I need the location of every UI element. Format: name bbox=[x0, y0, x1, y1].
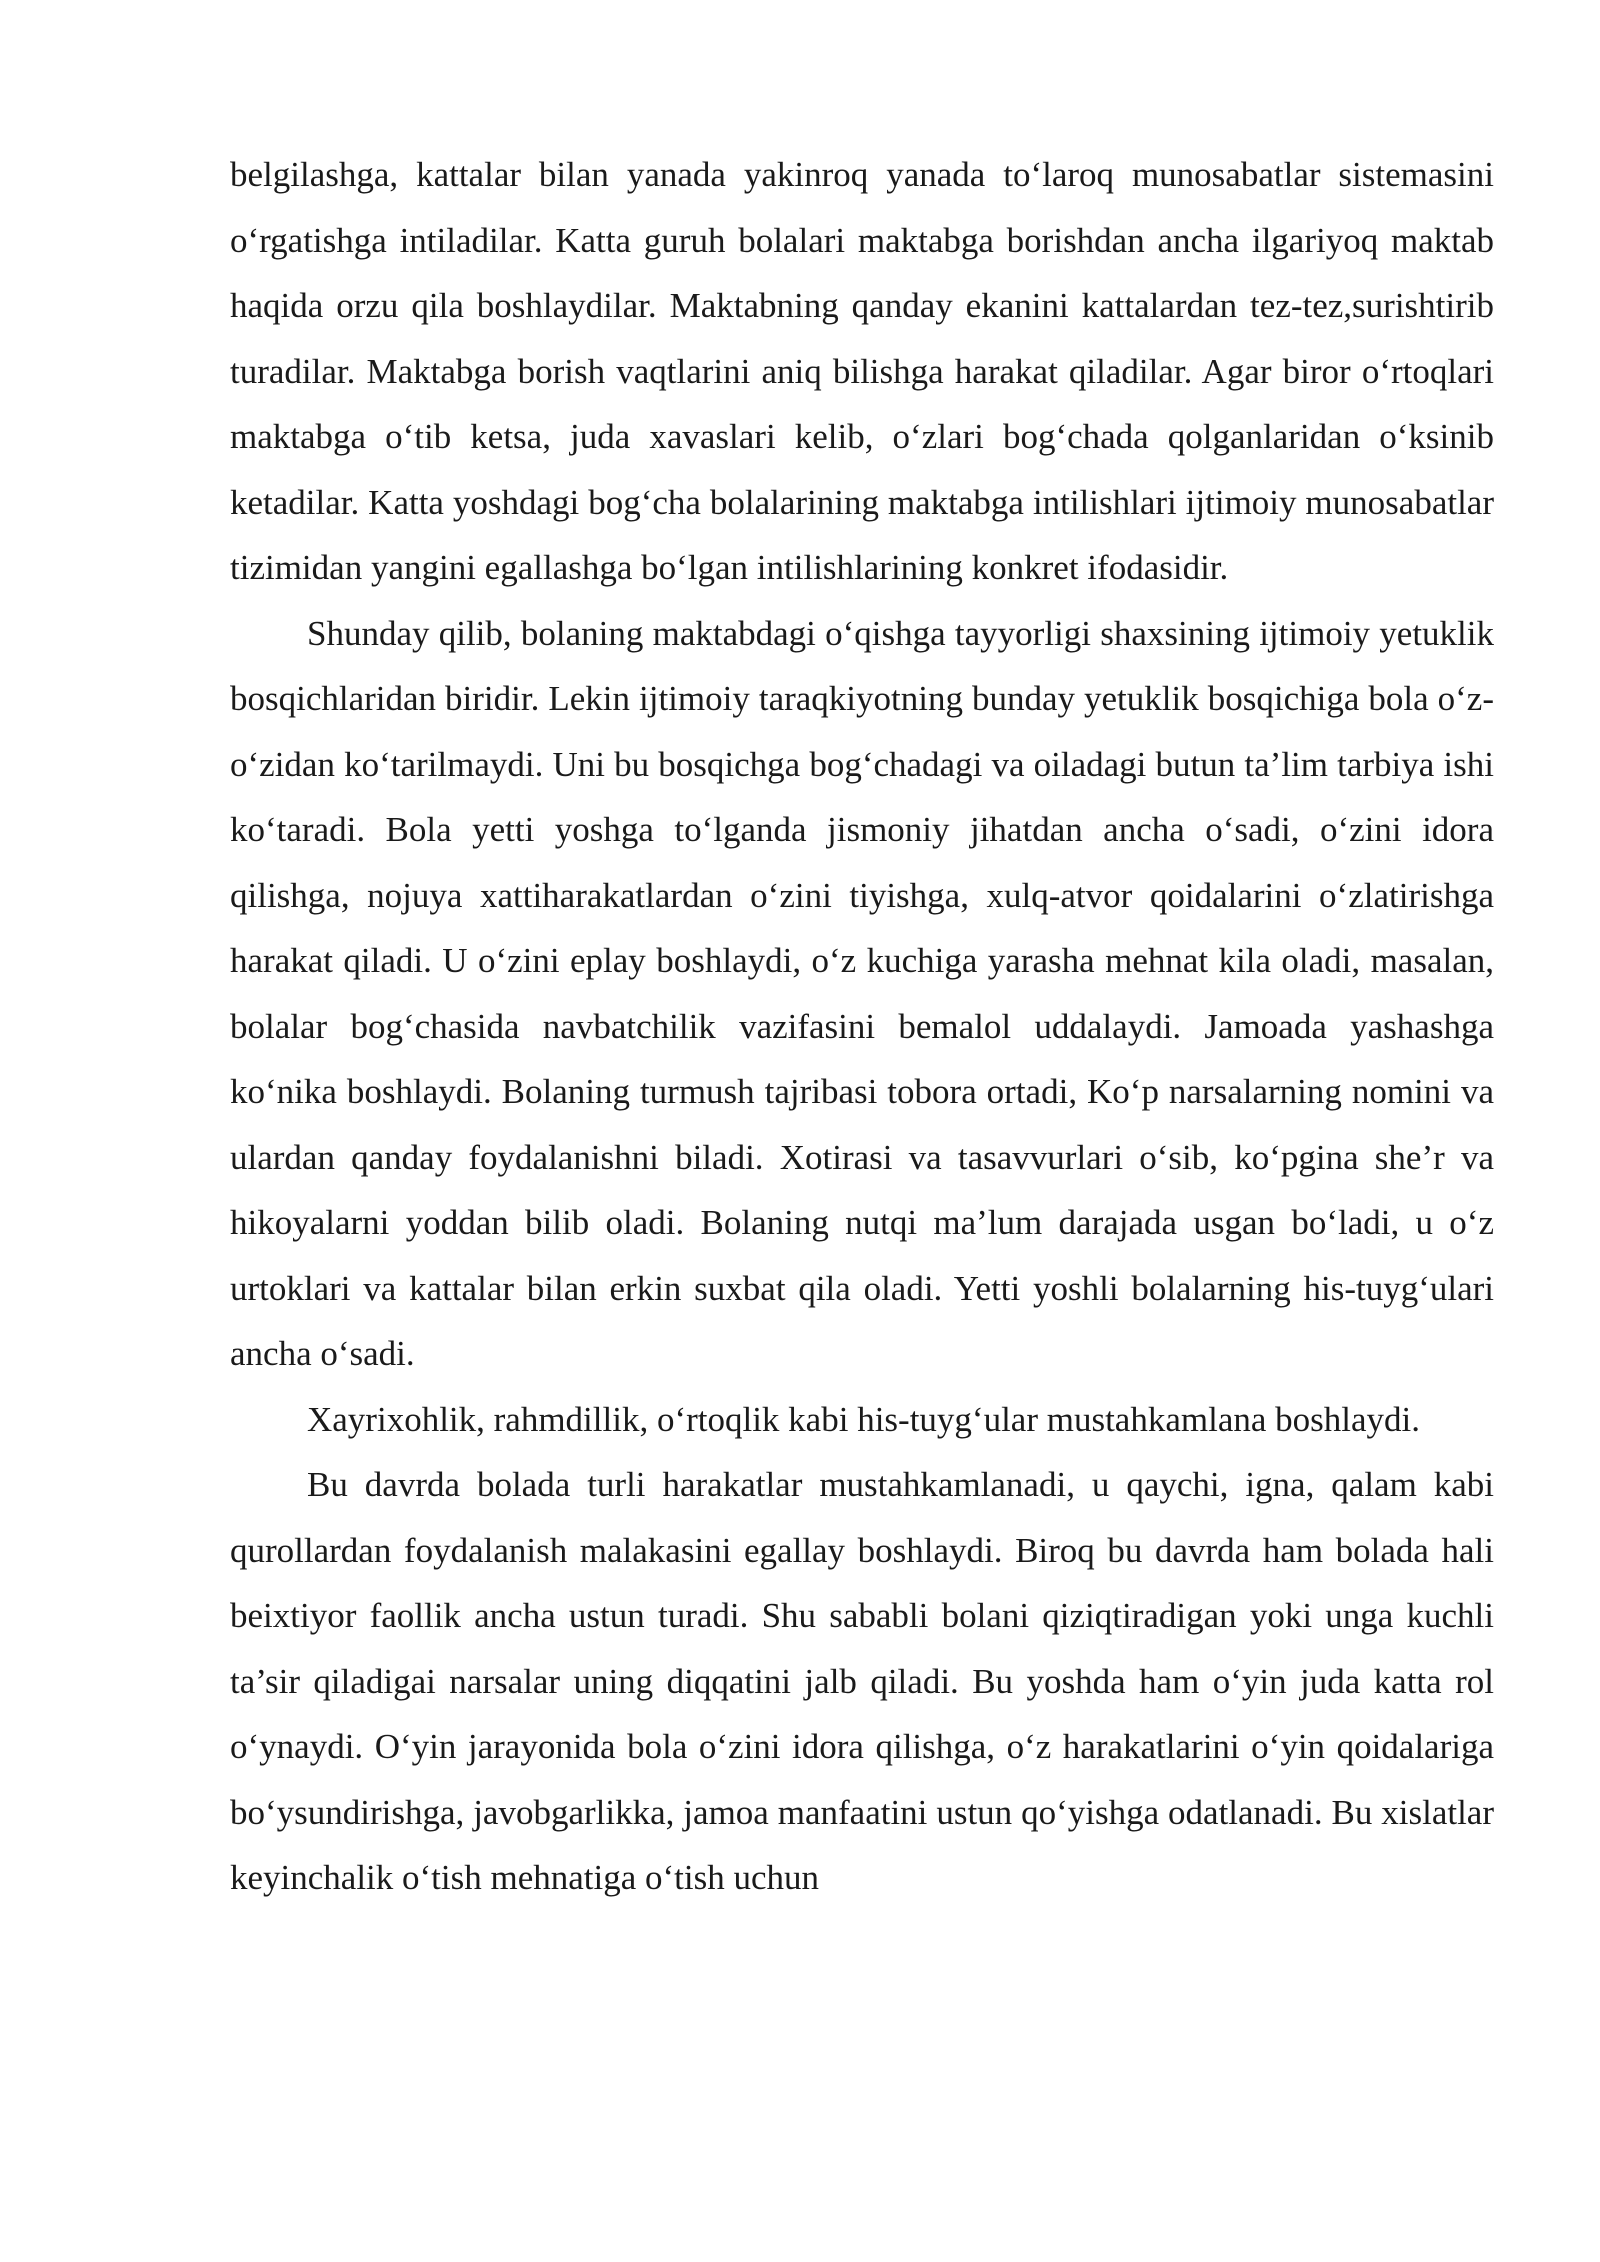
document-page bbox=[230, 142, 1494, 1911]
paragraph-1: belgilashga, kattalar bilan yanada yakinroq yanada to‘laroq munosabatlar sistemasini o‘rgatishga intiladilar. Katta guruh bolalari maktabga borishdan ancha ilgariyoq maktab haqida orzu qila boshlaydilar. Maktabning qanday ekanini kattalardan tez-tez,surishtirib turadilar. Maktabga borish vaqtlarini aniq bilishga harakat qiladilar. Agar biror o‘rtoqlari maktabga o‘tib ketsa, juda xavaslari kelib, o‘zlari bog‘chada qolganlaridan o‘ksinib ketadilar. Katta yoshdagi bog‘cha bolalarining maktabga intilishlari ijtimoiy munosabatlar tizimidan yangini egallashga bo‘lgan intilishlarining konkret ifodasidir. bbox=[230, 155, 1494, 587]
paragraph-4: Bu davrda bolada turli harakatlar mustahkamlanadi, u qaychi, igna, qalam kabi qurollardan foydalanish malakasini egallay boshlaydi. Biroq bu davrda ham bolada hali beixtiyor faollik ancha ustun turadi. Shu sababli bolani qiziqtiradigan yoki unga kuchli ta’sir qiladigai narsalar uning diqqatini jalb qiladi. Bu yoshda ham o‘yin juda katta rol o‘ynaydi. O‘yin jarayonida bola o‘zini idora qilishga, o‘z harakatlarini o‘yin qoidalariga bo‘ysundirishga, javobgarlikka, jamoa manfaatini ustun qo‘yishga odatlanadi. Bu xislatlar keyinchalik o‘tish mehnatiga o‘tish uchun bbox=[230, 1465, 1494, 1897]
paragraph-3: Xayrixohlik, rahmdillik, o‘rtoqlik kabi his-tuyg‘ular mustahkamlana boshlaydi. bbox=[307, 1399, 1420, 1439]
paragraph-2: Shunday qilib, bolaning maktabdagi o‘qishga tayyorligi shaxsining ijtimoiy yetuklik bosqichlaridan biridir. Lekin ijtimoiy taraqkiyotning bunday yetuklik bosqichiga bola o‘z-o‘zidan ko‘tarilmaydi. Uni bu bosqichga bog‘chadagi va oiladagi butun ta’lim tarbiya ishi ko‘taradi. Bola yetti yoshga to‘lganda jismoniy jihatdan ancha o‘sadi, o‘zini idora qilishga, nojuya xattiharakatlardan o‘zini tiyishga, xulq-atvor qoidalarini o‘zlatirishga harakat qiladi. U o‘zini eplay boshlaydi, o‘z kuchiga yarasha mehnat kila oladi, masalan, bolalar bog‘chasida navbatchilik vazifasini bemalol uddalaydi. Jamoada yashashga ko‘nika boshlaydi. Bolaning turmush tajribasi tobora ortadi, Ko‘p narsalarning nomini va ulardan qanday foydalanishni biladi. Xotirasi va tasavvurlari o‘sib, ko‘pgina she’r va hikoyalarni yoddan bilib oladi. Bolaning nutqi ma’lum darajada usgan bo‘ladi, u o‘z urtoklari va kattalar bilan erkin suxbat qila oladi. Yetti yoshli bolalarning his-tuyg‘ulari ancha o‘sadi. bbox=[230, 613, 1494, 1373]
